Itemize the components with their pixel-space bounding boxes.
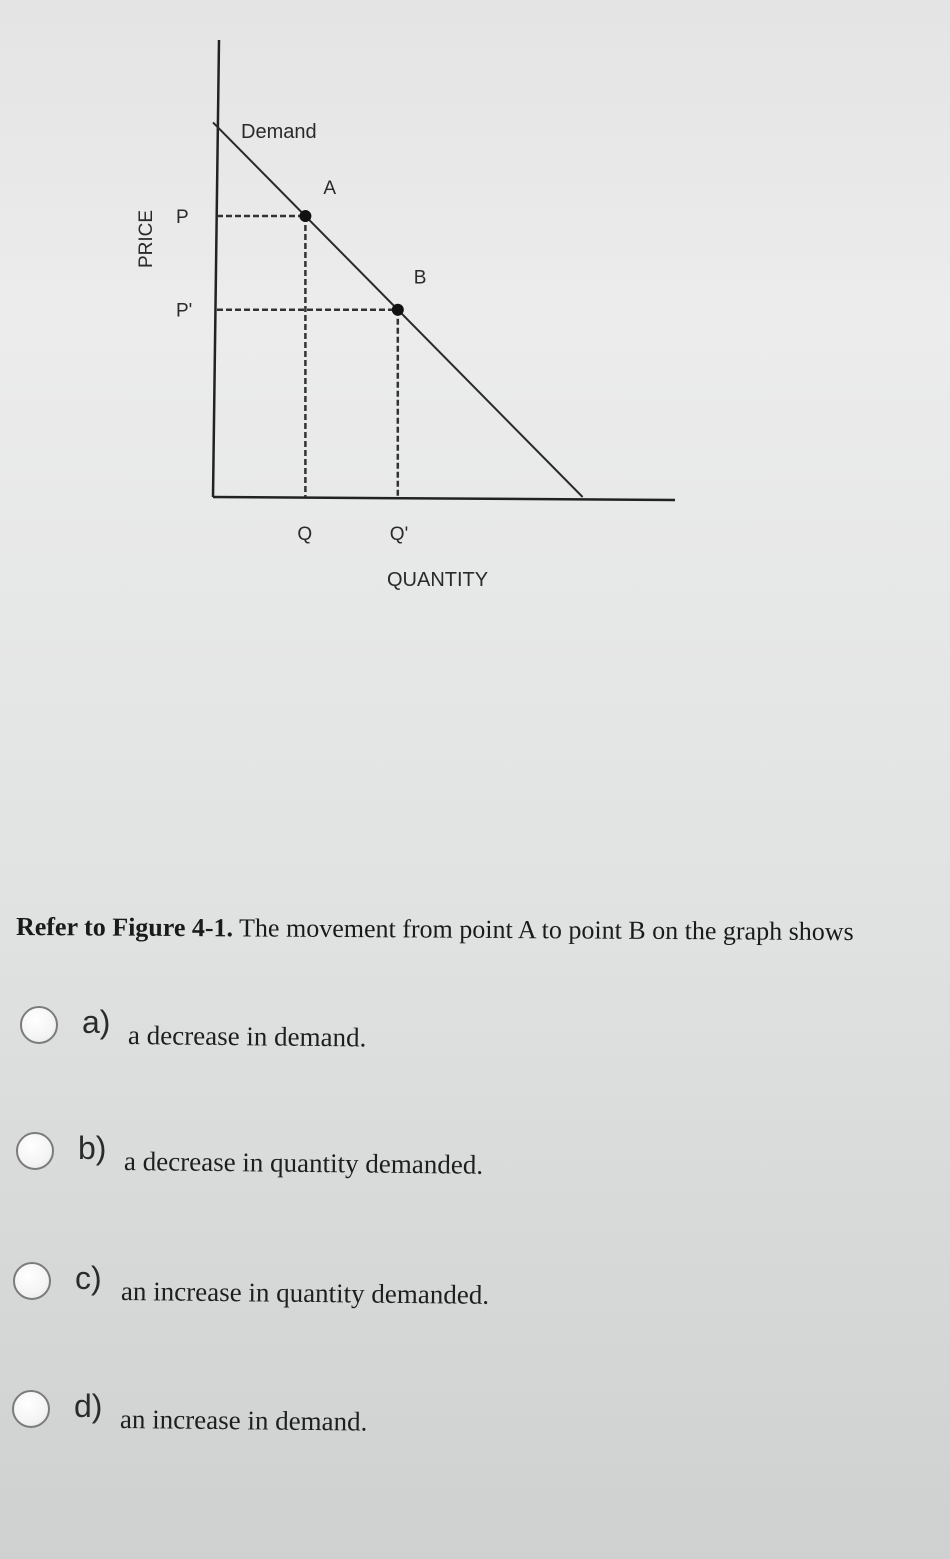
- point-a: [299, 210, 311, 222]
- x-axis-title: QUANTITY: [387, 569, 489, 591]
- option-a-text[interactable]: a decrease in demand.: [127, 1020, 367, 1053]
- radio-button-a[interactable]: [20, 1006, 58, 1044]
- question-body: The movement from point A to point B on the graph shows: [232, 913, 854, 947]
- price-label: P: [176, 207, 189, 229]
- radio-button-b[interactable]: [16, 1132, 54, 1170]
- radio-button-d[interactable]: [12, 1390, 50, 1428]
- quantity-label-prime: Q': [389, 524, 409, 545]
- option-d-letter: d): [74, 1388, 103, 1424]
- option-b-letter: b): [78, 1130, 107, 1166]
- option-a[interactable]: [20, 1006, 720, 1066]
- radio-button-c[interactable]: [13, 1262, 51, 1300]
- price-label-prime: P': [176, 300, 193, 322]
- option-d[interactable]: [12, 1390, 712, 1450]
- point-label-b: B: [413, 267, 427, 289]
- demand-label: Demand: [241, 121, 317, 143]
- x-axis: [213, 497, 675, 500]
- option-b-text[interactable]: a decrease in quantity demanded.: [123, 1146, 484, 1180]
- option-c-text[interactable]: an increase in quantity demanded.: [120, 1276, 490, 1310]
- option-d-text[interactable]: an increase in demand.: [119, 1404, 368, 1437]
- y-axis: [213, 40, 219, 497]
- option-c-letter: c): [75, 1260, 102, 1296]
- question-figure-ref: Refer to Figure 4-1.: [15, 912, 234, 943]
- question-text: [16, 912, 950, 948]
- option-c[interactable]: [13, 1262, 713, 1322]
- y-axis-title: PRICE: [136, 209, 157, 268]
- option-b[interactable]: [16, 1132, 716, 1192]
- demand-figure: [0, 0, 950, 640]
- option-a-letter: a): [82, 1004, 111, 1040]
- point-label-a: A: [323, 178, 337, 200]
- point-b: [392, 304, 404, 316]
- quantity-label: Q: [297, 524, 313, 545]
